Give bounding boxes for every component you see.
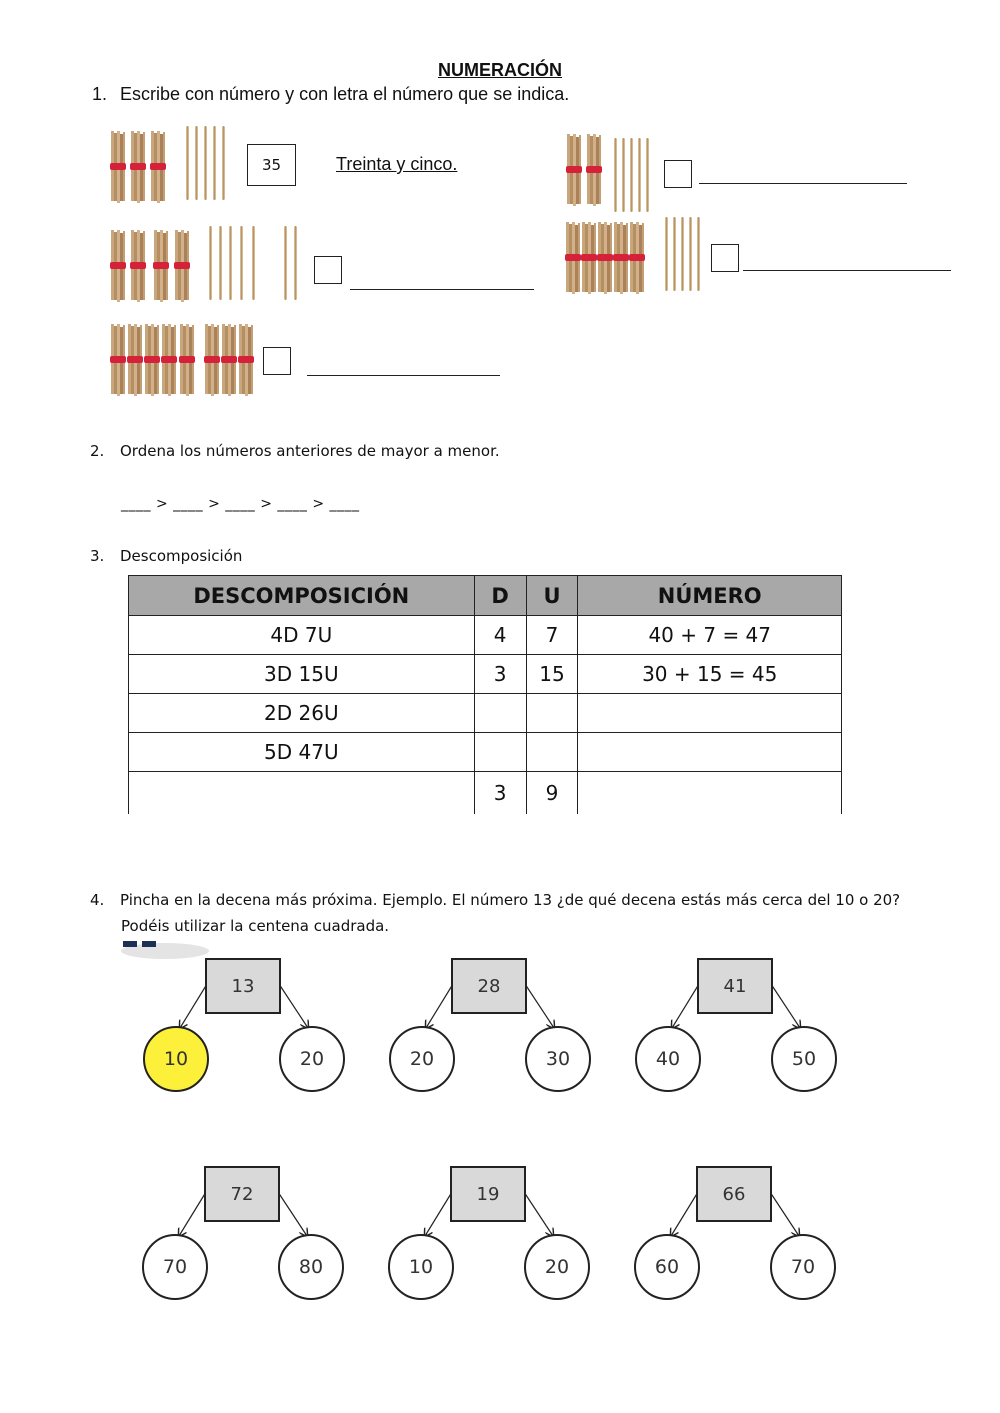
tree-5-arrow-left — [425, 1192, 452, 1236]
header-d: D — [474, 576, 526, 616]
cell-d: 3 — [474, 772, 526, 814]
tree-3-option-right[interactable]: 50 — [771, 1026, 837, 1092]
header-descomposicion: DESCOMPOSICIÓN — [129, 576, 475, 616]
tree-2-arrow-right — [525, 984, 554, 1028]
tree-1-option-right[interactable]: 20 — [279, 1026, 345, 1092]
tree-1-arrow-right — [279, 984, 308, 1028]
tree-2-option-right[interactable]: 30 — [525, 1026, 591, 1092]
page-title: NUMERACIÓN — [438, 60, 562, 80]
tree-5-arrow-right — [524, 1192, 553, 1236]
tree-6-arrow-right — [770, 1192, 799, 1236]
tree-6-option-left[interactable]: 60 — [634, 1234, 700, 1300]
tree-4-arrow-left — [179, 1192, 206, 1236]
question-2-text: Ordena los números anteriores de mayor a menor. — [120, 442, 500, 460]
example-text: Treinta y cinco. — [336, 154, 458, 174]
cell-d: 3 — [474, 655, 526, 694]
question-2-number: 2. — [90, 442, 105, 460]
cell-u: 7 — [526, 616, 578, 655]
question-1-text: Escribe con número y con letra el número que se indica. — [120, 84, 570, 104]
header-u: U — [526, 576, 578, 616]
tree-3-option-left[interactable]: 40 — [635, 1026, 701, 1092]
tree-3-arrow-right — [771, 984, 800, 1028]
tree-2-number: 28 — [451, 958, 527, 1014]
cell-descomposicion: 2D 26U — [129, 694, 475, 733]
tree-1-number: 13 — [205, 958, 281, 1014]
tree-6-arrow-left — [671, 1192, 698, 1236]
cell-descomposicion: 5D 47U — [129, 733, 475, 772]
cell-u: 9 — [526, 772, 578, 814]
tree-6-number: 66 — [696, 1166, 772, 1222]
tree-1-arrow-left — [180, 984, 207, 1028]
tree-4-number: 72 — [204, 1166, 280, 1222]
tree-2-option-left[interactable]: 20 — [389, 1026, 455, 1092]
example-number-box: 35 — [247, 144, 296, 186]
tree-4-option-left[interactable]: 70 — [142, 1234, 208, 1300]
question-4-line1: Pincha en la decena más próxima. Ejemplo. El número 13 ¿de qué decena estás más cerca del 10 o 20? — [120, 891, 901, 909]
question-1-number: 1. — [92, 84, 108, 104]
question-4-number: 4. — [90, 891, 105, 909]
tree-5-option-right[interactable]: 20 — [524, 1234, 590, 1300]
question-4-line2: Podéis utilizar la centena cuadrada. — [121, 917, 390, 935]
tree-6-option-right[interactable]: 70 — [770, 1234, 836, 1300]
cell-d: 4 — [474, 616, 526, 655]
cell-numero: 40 + 7 = 47 — [578, 616, 842, 655]
question-3-number: 3. — [90, 547, 105, 565]
cell-descomposicion: 4D 7U — [129, 616, 475, 655]
cell-u: 15 — [526, 655, 578, 694]
tree-4-arrow-right — [278, 1192, 307, 1236]
cell-numero: 30 + 15 = 45 — [578, 655, 842, 694]
header-numero: NÚMERO — [578, 576, 842, 616]
cell-descomposicion: 3D 15U — [129, 655, 475, 694]
tree-2-arrow-left — [426, 984, 453, 1028]
tree-3-number: 41 — [697, 958, 773, 1014]
tree-5-number: 19 — [450, 1166, 526, 1222]
tree-5-option-left[interactable]: 10 — [388, 1234, 454, 1300]
tree-4-option-right[interactable]: 80 — [278, 1234, 344, 1300]
order-blanks[interactable]: ____ > ____ > ____ > ____ > ____ — [121, 496, 360, 512]
tree-3-arrow-left — [672, 984, 699, 1028]
tree-1-option-left[interactable]: 10 — [143, 1026, 209, 1092]
question-3-text: Descomposición — [120, 547, 243, 565]
